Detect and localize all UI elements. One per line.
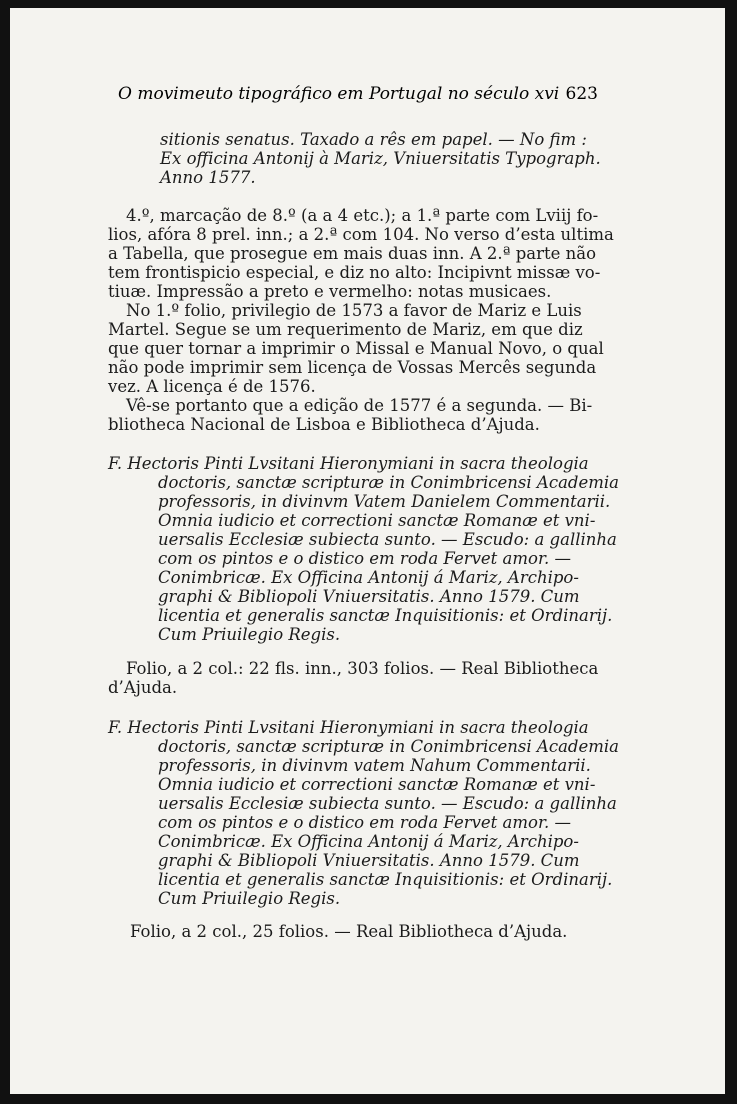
entry-title-line: uersalis Ecclesiæ subiecta sunto. — Escudo: a gallinha <box>158 794 617 813</box>
entry-title-line: Conimbricæ. Ex Officina Antonij á Mariz, Archipo- <box>158 832 579 851</box>
text-line: que quer tornar a imprimir o Missal e Manual Novo, o qual <box>108 339 604 358</box>
page-number: 623 <box>565 84 598 104</box>
description-paragraph-1 <box>108 206 614 301</box>
entry-title-line: Omnia iudicio et correctioni sanctæ Romanæ et vni- <box>158 511 596 530</box>
text-line: lios, afóra 8 prel. inn.; a 2.ª com 104. No verso d’esta ultima <box>108 225 614 244</box>
entry-title-line: licentia et generalis sanctæ Inquisitionis: et Ordinarij. <box>158 606 613 625</box>
entry-title-line: F. Hectoris Pinti Lvsitani Hieronymiani in sacra theologia <box>108 718 589 737</box>
entry-title-line: Conimbricæ. Ex Officina Antonij á Mariz, Archipo- <box>158 568 579 587</box>
entry-title-line: uersalis Ecclesiæ subiecta sunto. — Escudo: a gallinha <box>158 530 617 549</box>
text-line: Folio, a 2 col.: 22 fls. inn., 303 folios. — Real Bibliotheca <box>126 659 599 678</box>
bibliographic-entry-1 <box>108 454 620 644</box>
entry-title-line: com os pintos e o distico em roda Fervet amor. — <box>158 813 572 832</box>
text-line: d’Ajuda. <box>108 678 178 697</box>
text-line: a Tabella, que prosegue em mais duas inn. A 2.ª parte não <box>108 244 597 263</box>
text-line: Folio, a 2 col., 25 folios. — Real Bibliotheca d’Ajuda. <box>130 922 568 941</box>
book-page <box>10 8 725 1094</box>
text-line: tem frontispicio especial, e diz no alto: Incipivnt missæ vo- <box>108 263 601 282</box>
text-line: No 1.º folio, privilegio de 1573 a favor de Mariz e Luis <box>126 301 582 320</box>
text-line: Anno 1577. <box>160 168 256 187</box>
description-paragraph-3 <box>108 396 598 434</box>
entry-title-line: F. Hectoris Pinti Lvsitani Hieronymiani in sacra theologia <box>108 454 589 473</box>
running-title: O movimeuto tipográfico em Portugal no século xvi <box>118 84 560 104</box>
entry-1-description <box>108 659 598 697</box>
entry-title-line: graphi & Bibliopoli Vniuersitatis. Anno 1579. Cum <box>158 851 580 870</box>
continued-entry <box>108 130 601 187</box>
entry-title-line: com os pintos e o distico em roda Fervet amor. — <box>158 549 572 568</box>
text-line: Vê-se portanto que a edição de 1577 é a segunda. — Bi- <box>126 396 593 415</box>
text-line: tiuæ. Impressão a preto e vermelho: notas musicaes. <box>108 282 552 301</box>
entry-title-line: doctoris, sanctæ scripturæ in Conimbricensi Academia <box>158 737 620 756</box>
text-line: Ex officina Antonij à Mariz, Vniuersitatis Typograph. <box>160 149 601 168</box>
text-line: bliotheca Nacional de Lisboa e Bibliotheca d’Ajuda. <box>108 415 540 434</box>
entry-title-line: Omnia iudicio et correctioni sanctæ Romanæ et vni- <box>158 775 596 794</box>
entry-title-line: Cum Priuilegio Regis. <box>158 625 341 644</box>
description-paragraph-2 <box>108 301 604 396</box>
text-line: Martel. Segue se um requerimento de Mariz, em que diz <box>108 320 583 339</box>
text-line: 4.º, marcação de 8.º (a a 4 etc.); a 1.ª parte com Lviij fo- <box>126 206 599 225</box>
text-line: vez. A licença é de 1576. <box>108 377 316 396</box>
bibliographic-entry-2 <box>108 718 620 908</box>
running-header <box>118 84 598 104</box>
entry-title-line: licentia et generalis sanctæ Inquisitionis: et Ordinarij. <box>158 870 613 889</box>
entry-title-line: professoris, in divinvm vatem Nahum Commentarii. <box>158 756 591 775</box>
text-line: sitionis senatus. Taxado a rês em papel. — No fim : <box>160 130 587 149</box>
entry-title-line: professoris, in divinvm Vatem Danielem Commentarii. <box>158 492 611 511</box>
text-line: não pode imprimir sem licença de Vossas Mercês segunda <box>108 358 597 377</box>
entry-title-line: Cum Priuilegio Regis. <box>158 889 341 908</box>
entry-2-description <box>108 922 598 941</box>
entry-title-line: doctoris, sanctæ scripturæ in Conimbricensi Academia <box>158 473 620 492</box>
entry-title-line: graphi & Bibliopoli Vniuersitatis. Anno 1579. Cum <box>158 587 580 606</box>
